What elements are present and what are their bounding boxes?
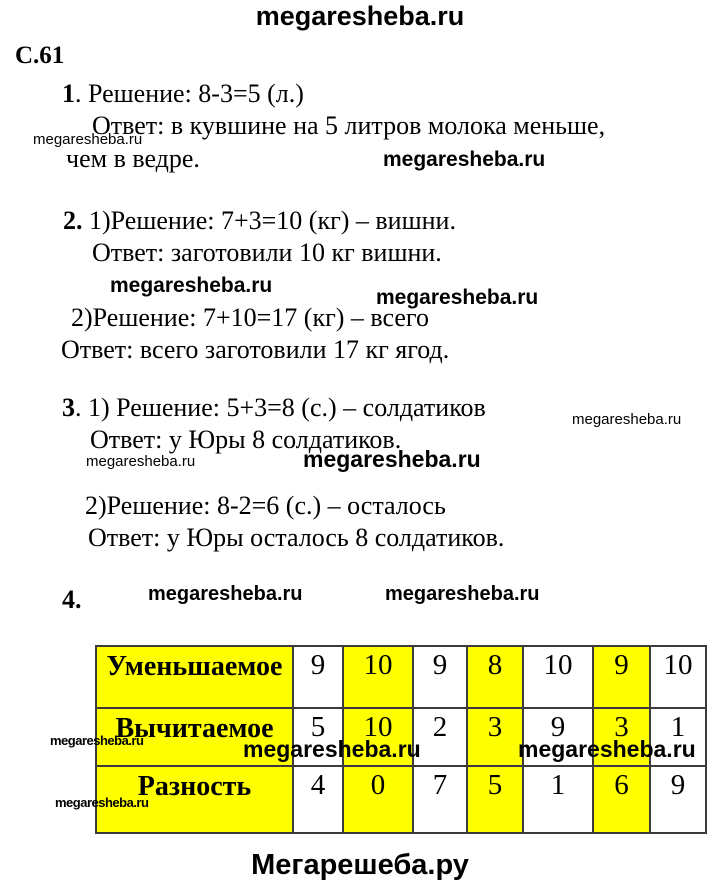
row-header-subtrahend: Вычитаемое	[96, 708, 293, 766]
problem3-part1-answer: Ответ: у Юры 8 солдатиков.	[90, 425, 402, 454]
problem3-part2-solution: 2)Решение: 8-2=6 (с.) – осталось	[85, 491, 446, 520]
table-cell: 7	[413, 766, 467, 833]
table-cell: 10	[343, 646, 413, 708]
table-cell: 10	[523, 646, 593, 708]
row-header-minuend: Уменьшаемое	[96, 646, 293, 708]
table-cell: 9	[650, 766, 706, 833]
table-cell: 1	[523, 766, 593, 833]
watermark: megaresheba.ru	[33, 131, 143, 148]
problem3-part1-solution-text: . 1) Решение: 5+3=8 (с.) – солдатиков	[75, 393, 486, 422]
watermark: megaresheba.ru	[376, 286, 539, 309]
table-cell: 0	[343, 766, 413, 833]
problem1-answer-line1: Ответ: в кувшине на 5 литров молока меньше,	[92, 111, 606, 140]
table-cell: 1	[650, 708, 706, 766]
table-cell: 10	[343, 708, 413, 766]
problem3-number: 3	[62, 393, 75, 422]
table-cell: 9	[523, 708, 593, 766]
problem2-part2-solution: 2)Решение: 7+10=17 (кг) – всего	[71, 303, 429, 332]
problem4-number: 4.	[62, 585, 82, 614]
watermark: megaresheba.ru	[86, 453, 196, 470]
watermark-top: megaresheba.ru	[255, 1, 465, 31]
row-header-difference: Разность	[96, 766, 293, 833]
watermark: megaresheba.ru	[303, 446, 481, 472]
watermark: megaresheba.ru	[110, 274, 273, 297]
problem1-number: 1	[62, 79, 75, 108]
page-number-label: С.61	[15, 42, 65, 69]
table-cell: 5	[467, 766, 523, 833]
table-row-difference	[96, 766, 706, 833]
table-cell: 8	[467, 646, 523, 708]
problem3-part2-answer: Ответ: у Юры осталось 8 солдатиков.	[88, 523, 505, 552]
watermark: megaresheba.ru	[55, 795, 149, 810]
table-cell: 4	[293, 766, 343, 833]
problem2-part1-solution-text: 1)Решение: 7+3=10 (кг) – вишни.	[82, 206, 456, 235]
watermark: megaresheba.ru	[148, 583, 303, 605]
problem2-part1-answer: Ответ: заготовили 10 кг вишни.	[92, 238, 442, 267]
watermark: megaresheba.ru	[518, 736, 696, 762]
problem2-part1-solution-line	[63, 207, 456, 236]
problem1-solution-text: . Решение: 8-3=5 (л.)	[75, 79, 304, 108]
problem2-part2-answer: Ответ: всего заготовили 17 кг ягод.	[61, 335, 450, 364]
table-cell: 9	[293, 646, 343, 708]
table-cell: 6	[593, 766, 650, 833]
problem3-part1-solution-line	[62, 394, 486, 423]
problem1-solution-line	[62, 80, 304, 109]
table-cell: 3	[467, 708, 523, 766]
watermark: megaresheba.ru	[243, 736, 421, 762]
table-row-minuend	[96, 646, 706, 708]
footer-site-label: Мегарешеба.ру	[251, 849, 469, 881]
table-cell: 9	[413, 646, 467, 708]
table-cell: 5	[293, 708, 343, 766]
table-cell: 2	[413, 708, 467, 766]
watermark: megaresheba.ru	[50, 733, 144, 748]
watermark: megaresheba.ru	[383, 148, 546, 171]
watermark: megaresheba.ru	[385, 583, 540, 605]
table-cell: 9	[593, 646, 650, 708]
table-cell: 10	[650, 646, 706, 708]
problem2-number: 2.	[63, 206, 83, 235]
table-cell: 3	[593, 708, 650, 766]
watermark: megaresheba.ru	[572, 411, 682, 428]
problem1-answer-line2: чем в ведре.	[66, 144, 200, 173]
